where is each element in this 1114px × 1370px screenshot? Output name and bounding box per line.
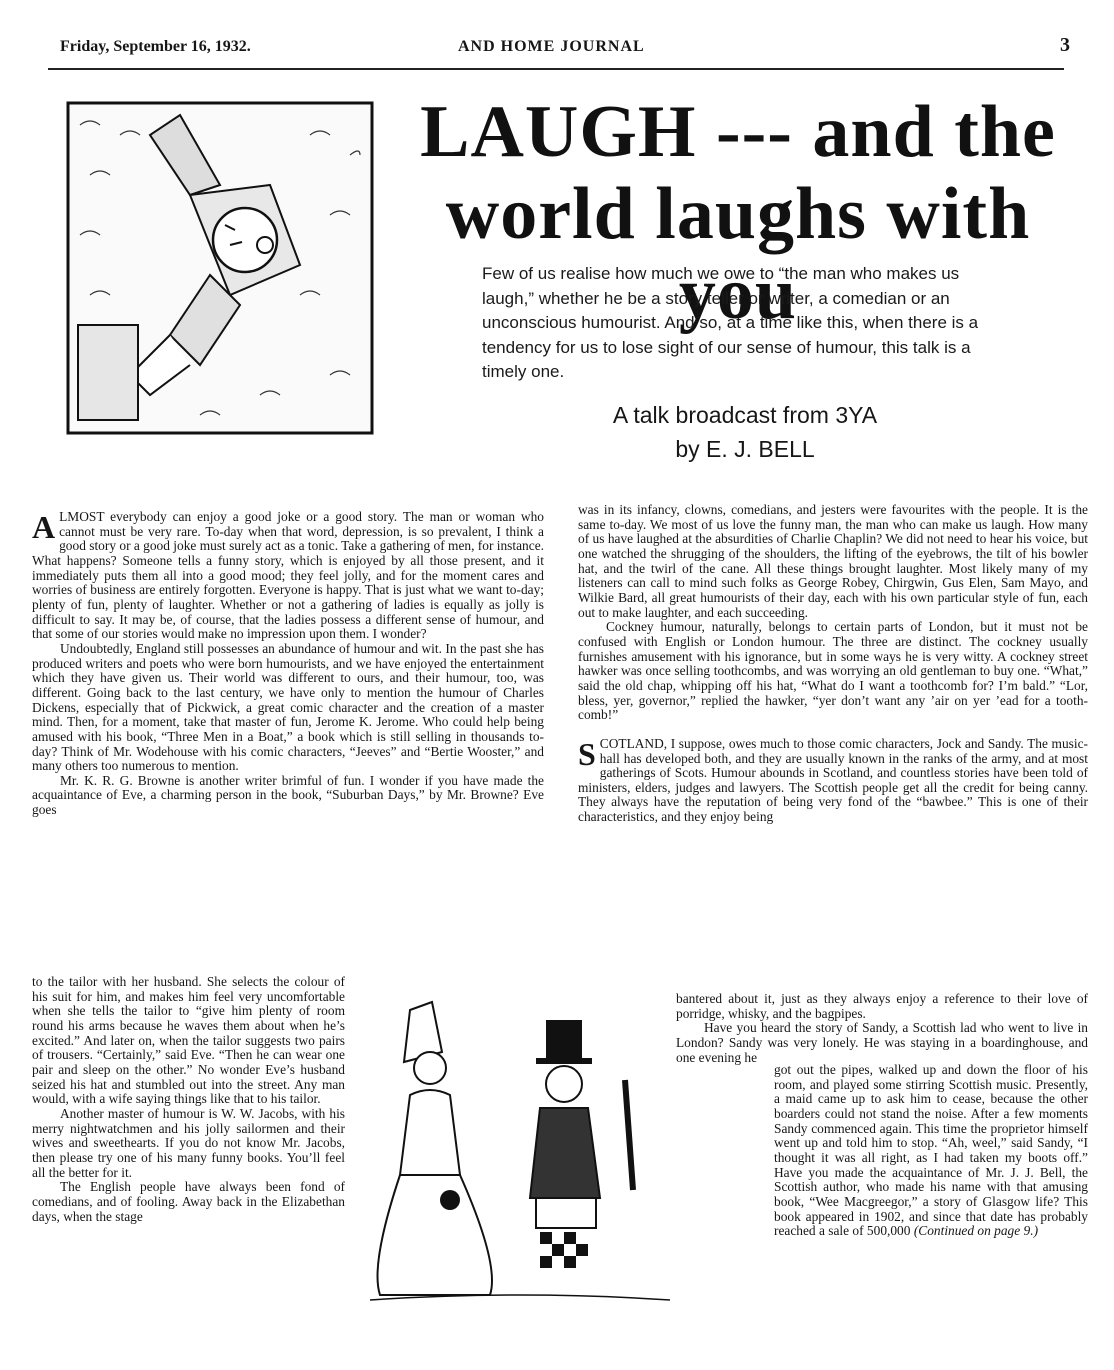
column-2-lower [774,1063,1088,1239]
paragraph-text: LMOST everybody can enjoy a good joke or a good story. The man or woman who cannot must be very rare. To-day when that word, depression, is so prevalent, I think a good story or a good joke must surely act as a tonic. Take a gathering of men, for instance. What happens? Someone tells a funny story, which is enjoyed by all those present, and it immediately puts them all into a good mood; they feel jolly, and for the moment cares and worries of business are entirely forgotten. Everyone is happy. That is just what we want to-day; plenty of fun, plenty of laughter. Whether or not a gathering of ladies is equally as jolly is difficult to say. It may be, of course, that the ladies possess a different sense of humour, and that some of our stories would make no impression upon them. I wonder? [32,509,544,642]
paragraph: Have you heard the story of Sandy, a Scottish lad who went to live in London? Sandy was very lonely. He was staying in a boardinghouse, and one evening he [676,1020,1088,1065]
title-line-2: world laughs with you [445,173,1031,335]
drop-cap: A [32,509,56,545]
paragraph [578,737,1088,825]
paragraph: was in its infancy, clowns, comedians, and jesters were favourites with the people. It is the same to-day. We most of us love the funny man, the man who can make us laugh. How many of us have laughed at the absurdities of Charlie Chaplin? We did not need to hear his voice, but one watched the shrugging of the shoulders, the lifting of the eyebrows, the tilt of his bowler hat, and the twirl of the cane. All these things brought laughter. Most likely many of my listeners can call to mind such folks as George Robey, Chirgwin, Gus Elen, Sam Mayo, and Wilkie Bard, all great humourists of their day, each with his own particular style of fun, each out to make laughter, and each succeeding. [578,502,1088,620]
upside-down-man-illustration [60,95,380,440]
byline [540,398,950,466]
paragraph [32,510,544,642]
column-1-upper [32,510,544,818]
page-header [40,36,1070,58]
byline-source: A talk broadcast from 3YA [612,402,878,428]
paragraph: The English people have always been fond of comedians, and of fooling. Away back in the Elizabethan days, when the stage [32,1179,345,1224]
paragraph: Undoubtedly, England still possesses an abundance of humour and wit. In the past she has produced writers and poets who were born humourists, and we have enjoyed the entertainment which they have given us. Their world was different to ours, and their humour, too, was different. Going back to the last century, we have only to mention the humour of Charles Dickens, especially that of Pickwick, a great comic character and the creation of a master mind. Then, for a moment, take that master of fun, Jerome K. Jerome. Who could help being amused with his book, “Three Men in a Boat,” a book which is still selling in thousands to-day? Think of Mr. Wodehouse with his comic characters, “Jeeves” and “Bertie Wooster,” and many others too numerous to mention. [32,640,544,774]
paragraph: Cockney humour, naturally, belongs to certain parts of London, but it must not be confused with English or London humour. The three are distinct. The cockney usually furnishes amusement with his ignorance, but in some ways he is very witty. A cockney street hawker was once selling toothcombs, and was worrying an old gentleman to buy one. “What,” said the old chap, whipping off his hat, “What do I want a toothcomb for? I’m bald.” “Lor, bless, yer, governor,” replied the hawker, “yer don’t want any ’air on yer ’ead for a tooth-comb!” [578,619,1088,723]
paragraph-text: COTLAND, I suppose, owes much to those comic characters, Jock and Sandy. The music-hall has developed both, and they are usually known in the ranks of the army, and at most gatherings of Scots. Humour abounds in Scotland, and countless stories have been told of ministers, elders, judges and lawyers. The Scottish people get all the credit for being canny. They always have the reputation of being very fond of the “bawbee.” This is one of their characteristics, and they enjoy being [578,735,1088,825]
title-line-1: LAUGH --- and the [420,91,1056,173]
paragraph [774,1063,1088,1239]
paragraph: Mr. K. R. G. Browne is another writer brimful of fun. I wonder if you have made the acquaintance of Eve, a charming person in the book, “Suburban Days,” by Mr. Browne? Eve goes [32,772,544,818]
eve-and-scotsman-illustration [350,1000,690,1320]
publication-name: AND HOME JOURNAL [458,38,645,55]
column-1-lower [32,975,345,1224]
paragraph: bantered about it, just as they always enjoy a reference to their love of porridge, whisky, and the bagpipes. [676,991,1088,1021]
column-2-middle [676,992,1088,1065]
paragraph-text: got out the pipes, walked up and down the floor of his room, and played some stirring Scottish music. Presently, a maid came up to ask him to cease, because the other boarders could not stand the noise. After a few moments Sandy commenced again. This time the proprietor himself went up and told him to stop. “Ah, weel,” said Sandy, “I thought it was all right, as I had taken my boots off.” Have you made the acquaintance of Mr. J. J. Bell, the Scottish author, who made his name with that amusing book, “Wee Macgreegor,” a story of Glasgow life? This book appeared in 1902, and since that date has probably reached a sale of 500,000 [774,1062,1088,1239]
continued-note: (Continued on page 9.) [913,1223,1039,1239]
drop-cap: S [578,735,596,772]
issue-date: Friday, September 16, 1932. [60,38,251,55]
page-number: 3 [1060,34,1070,56]
paragraph: to the tailor with her husband. She selects the colour of his suit for him, and makes him feel very uncomfortable when she tells the tailor to “give him plenty of room round his arms because he waves them about when he’s excited.” And later on, when the tailor suggests two pairs of trousers. “Certainly,” said Eve. “Then he can wear one pair and sleep on the other.” No wonder Eve’s husband seized his hat and stumbled out into the street. Any man would, with a wife saying things like that to his tailor. [32,974,345,1107]
column-2-upper [578,503,1088,825]
article-intro: Few of us realise how much we owe to “the man who makes us laugh,” whether he be a story teller or writer, a comedian or an unconscious humourist. And so, at a time like this, when there is a tendency for us to lose sight of our sense of humour, this talk is a timely one. [482,264,979,381]
byline-author: by E. J. BELL [675,436,815,462]
header-rule [48,68,1064,70]
paragraph: Another master of humour is W. W. Jacobs, with his merry nightwatchmen and his jolly sailormen and their wives and sweethearts. If you do not know Mr. Jacobs, then please try one of his many funny books. You’ll feel all the better for it. [32,1105,345,1180]
